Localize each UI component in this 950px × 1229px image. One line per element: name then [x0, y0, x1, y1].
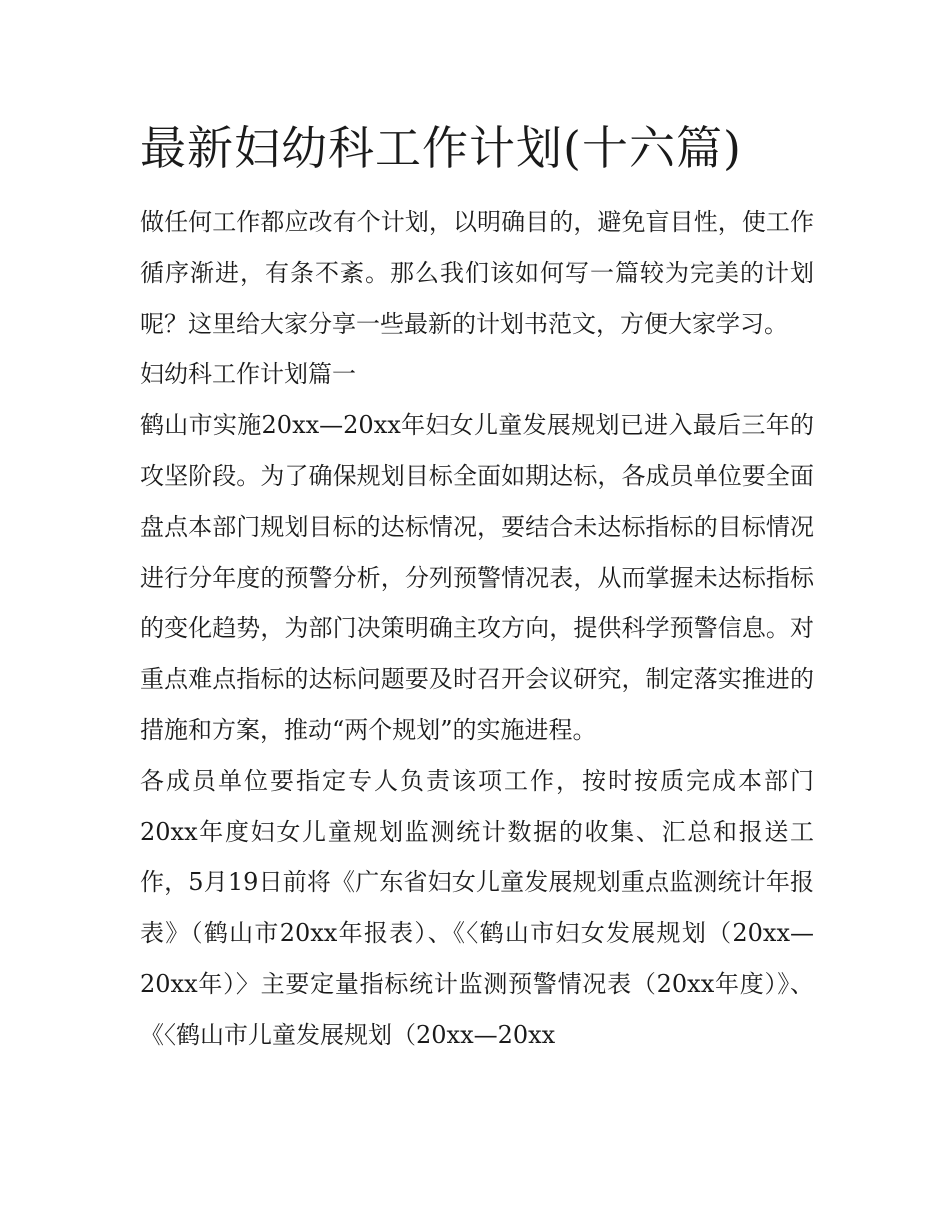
body-paragraph-1: 鹤山市实施20xx—20xx年妇女儿童发展规划已进入最后三年的攻坚阶段。为了确保规划目标全面如期达标，各成员单位要全面盘点本部门规划目标的达标情况，要结合未达标指标的目标情况进行分年度的预警分析，分列预警情况表，从而掌握未达标指标的变化趋势，为部门决策明确主攻方向，提供科学预警信息。对重点难点指标的达标问题要及时召开会议研究，制定落实推进的措施和方案，推动“两个规划”的实施进程。	[140, 411, 814, 744]
document-title: 最新妇幼科工作计划(十六篇)	[140, 121, 742, 175]
body-paragraph-2: 各成员单位要指定专人负责该项工作，按时按质完成本部门20xx年度妇女儿童规划监测统计数据的收集、汇总和报送工作，5月19日前将《广东省妇女儿童发展规划重点监测统计年报表》（鹤山市20xx年报表）、《〈鹤山市妇女发展规划（20xx—20xx年）〉主要定量指标统计监测预警情况表（20xx年度）》、《〈鹤山市儿童发展规划（20xx—20xx	[140, 766, 814, 1049]
section-heading: 妇幼科工作计划篇一	[140, 360, 356, 389]
document-body	[140, 197, 814, 1061]
intro-paragraph: 做任何工作都应改有个计划，以明确目的，避免盲目性，使工作循序渐进，有条不紊。那么我们该如何写一篇较为完美的计划呢？这里给大家分享一些最新的计划书范文，方便大家学习。	[140, 208, 814, 338]
